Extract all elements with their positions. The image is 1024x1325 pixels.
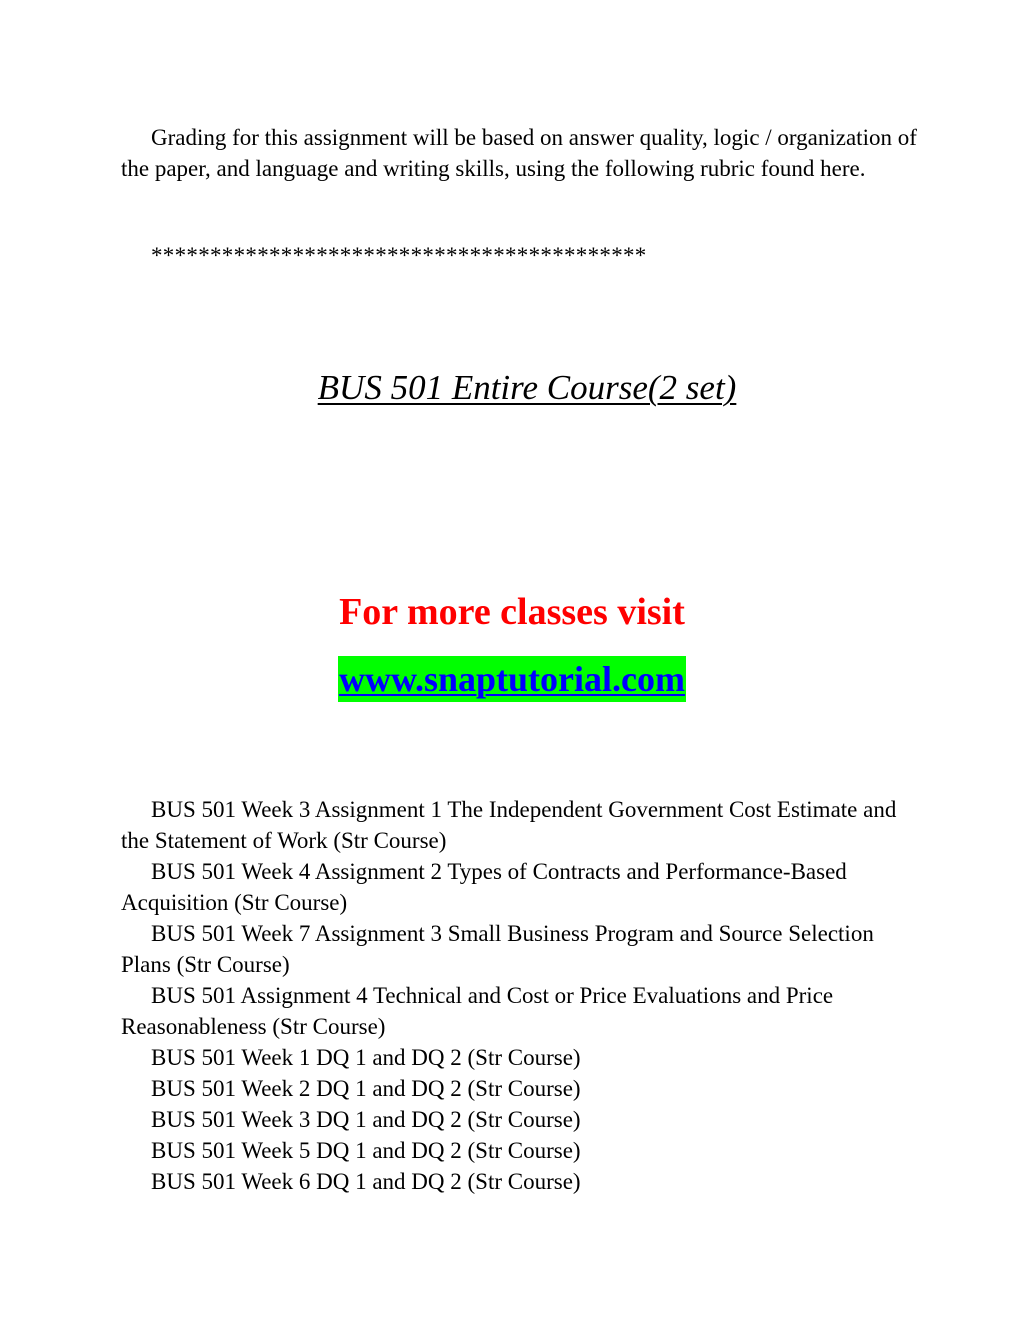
list-item: BUS 501 Week 6 DQ 1 and DQ 2 (Str Course) bbox=[151, 1169, 581, 1194]
list-item: BUS 501 Week 5 DQ 1 and DQ 2 (Str Course) bbox=[151, 1138, 581, 1163]
visit-heading: For more classes visit bbox=[339, 591, 685, 633]
list-item: BUS 501 Week 1 DQ 1 and DQ 2 (Str Course) bbox=[151, 1045, 581, 1070]
list-item: BUS 501 Week 4 Assignment 2 Types of Contracts and Performance-Based Acquisition (Str Course) bbox=[121, 859, 847, 915]
website-link[interactable]: www.snaptutorial.com bbox=[338, 656, 686, 702]
grading-paragraph: Grading for this assignment will be based on answer quality, logic / organization of the paper, and language and writing skills, using the following rubric found here. bbox=[121, 125, 917, 181]
list-item: BUS 501 Assignment 4 Technical and Cost or Price Evaluations and Price Reasonableness (Str Course) bbox=[121, 983, 834, 1039]
course-title: BUS 501 Entire Course(2 set) bbox=[317, 368, 737, 407]
website-link-container bbox=[0, 656, 1024, 702]
asterisk-separator: ****************************************** bbox=[151, 243, 647, 268]
list-item: BUS 501 Week 3 DQ 1 and DQ 2 (Str Course) bbox=[151, 1107, 581, 1132]
course-item-list bbox=[121, 794, 921, 1197]
list-item: BUS 501 Week 7 Assignment 3 Small Business Program and Source Selection Plans (Str Course) bbox=[121, 921, 874, 977]
list-item: BUS 501 Week 2 DQ 1 and DQ 2 (Str Course) bbox=[151, 1076, 581, 1101]
list-item: BUS 501 Week 3 Assignment 1 The Independent Government Cost Estimate and the Statement of Work (Str Course) bbox=[121, 797, 897, 853]
